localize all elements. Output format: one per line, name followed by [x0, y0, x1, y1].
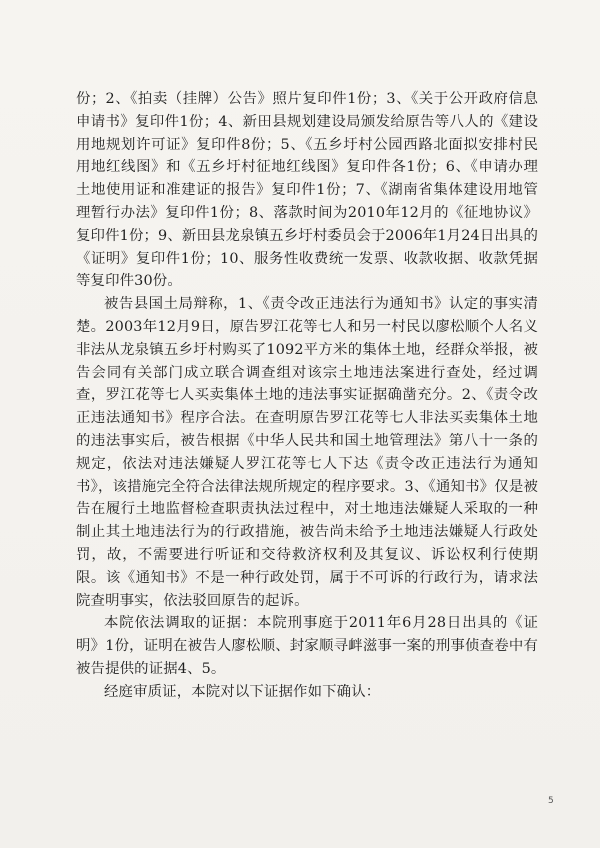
paragraph-evidence-list: 份；2、《拍卖（挂牌）公告》照片复印件1份；3、《关于公开政府信息申请书》复印件1份；4、新田县规划建设局颁发给原告等八人的《建设用地规划许可证》复印件8份；5、《五乡圩村公园西路北面拟安排村民用地红线图》和《五乡圩村征地红线图》复印件各1份；6、《申请办理土地使用证和准建证的报告》复印件1份；7、《湖南省集体建设用地管理暂行办法》复印件1份；8、落款时间为2010年12月的《征地协议》复印件1份；9、新田县龙泉镇五乡圩村委员会于2006年1月24日出具的《证明》复印件1份；10、服务性收费统一发票、收款收据、收款凭据等复印件30份。: [76, 91, 538, 290]
paragraph-court-evidence: 本院依法调取的证据：本院刑事庭于2011年6月28日出具的《证明》1份，证明在被告人廖松顺、封家顺寻衅滋事一案的刑事侦查卷中有被告提供的证据4、5。: [76, 615, 538, 677]
paragraph-defendant-argument: 被告县国土局辩称，1、《责令改正违法行为通知书》认定的事实清楚。2003年12月9日，原告罗江花等七人和另一村民以廖松顺个人名义非法从龙泉镇五乡圩村购买了1092平方米的集体土地，经群众举报，被告会同有关部门成立联合调查组对该宗土地违法案进行查处，经过调查，罗江花等七人买卖集体土地的违法事实证据确凿充分。2、《责令改正违法通知书》程序合法。在查明原告罗江花等七人非法买卖集体土地的违法事实后，被告根据《中华人民共和国土地管理法》第八十一条的规定，依法对违法嫌疑人罗江花等七人下达《责令改正违法行为通知书》，该措施完全符合法律法规所规定的程序要求。3、《通知书》仅是被告在履行土地监督检查职责执法过程中，对土地违法嫌疑人采取的一种制止其土地违法行为的行政措施，被告尚未给予土地违法嫌疑人行政处罚，故，不需要进行听证和交待救济权利及其复议、诉讼权利行使期限。该《通知书》不是一种行政处罚，属于不可诉的行政行为，请求法院查明事实，依法驳回原告的起诉。: [76, 296, 538, 609]
page-number: 5: [548, 796, 554, 806]
document-body: [76, 88, 538, 704]
paragraph-trial-confirmation: 经庭审质证，本院对以下证据作如下确认：: [104, 683, 381, 700]
